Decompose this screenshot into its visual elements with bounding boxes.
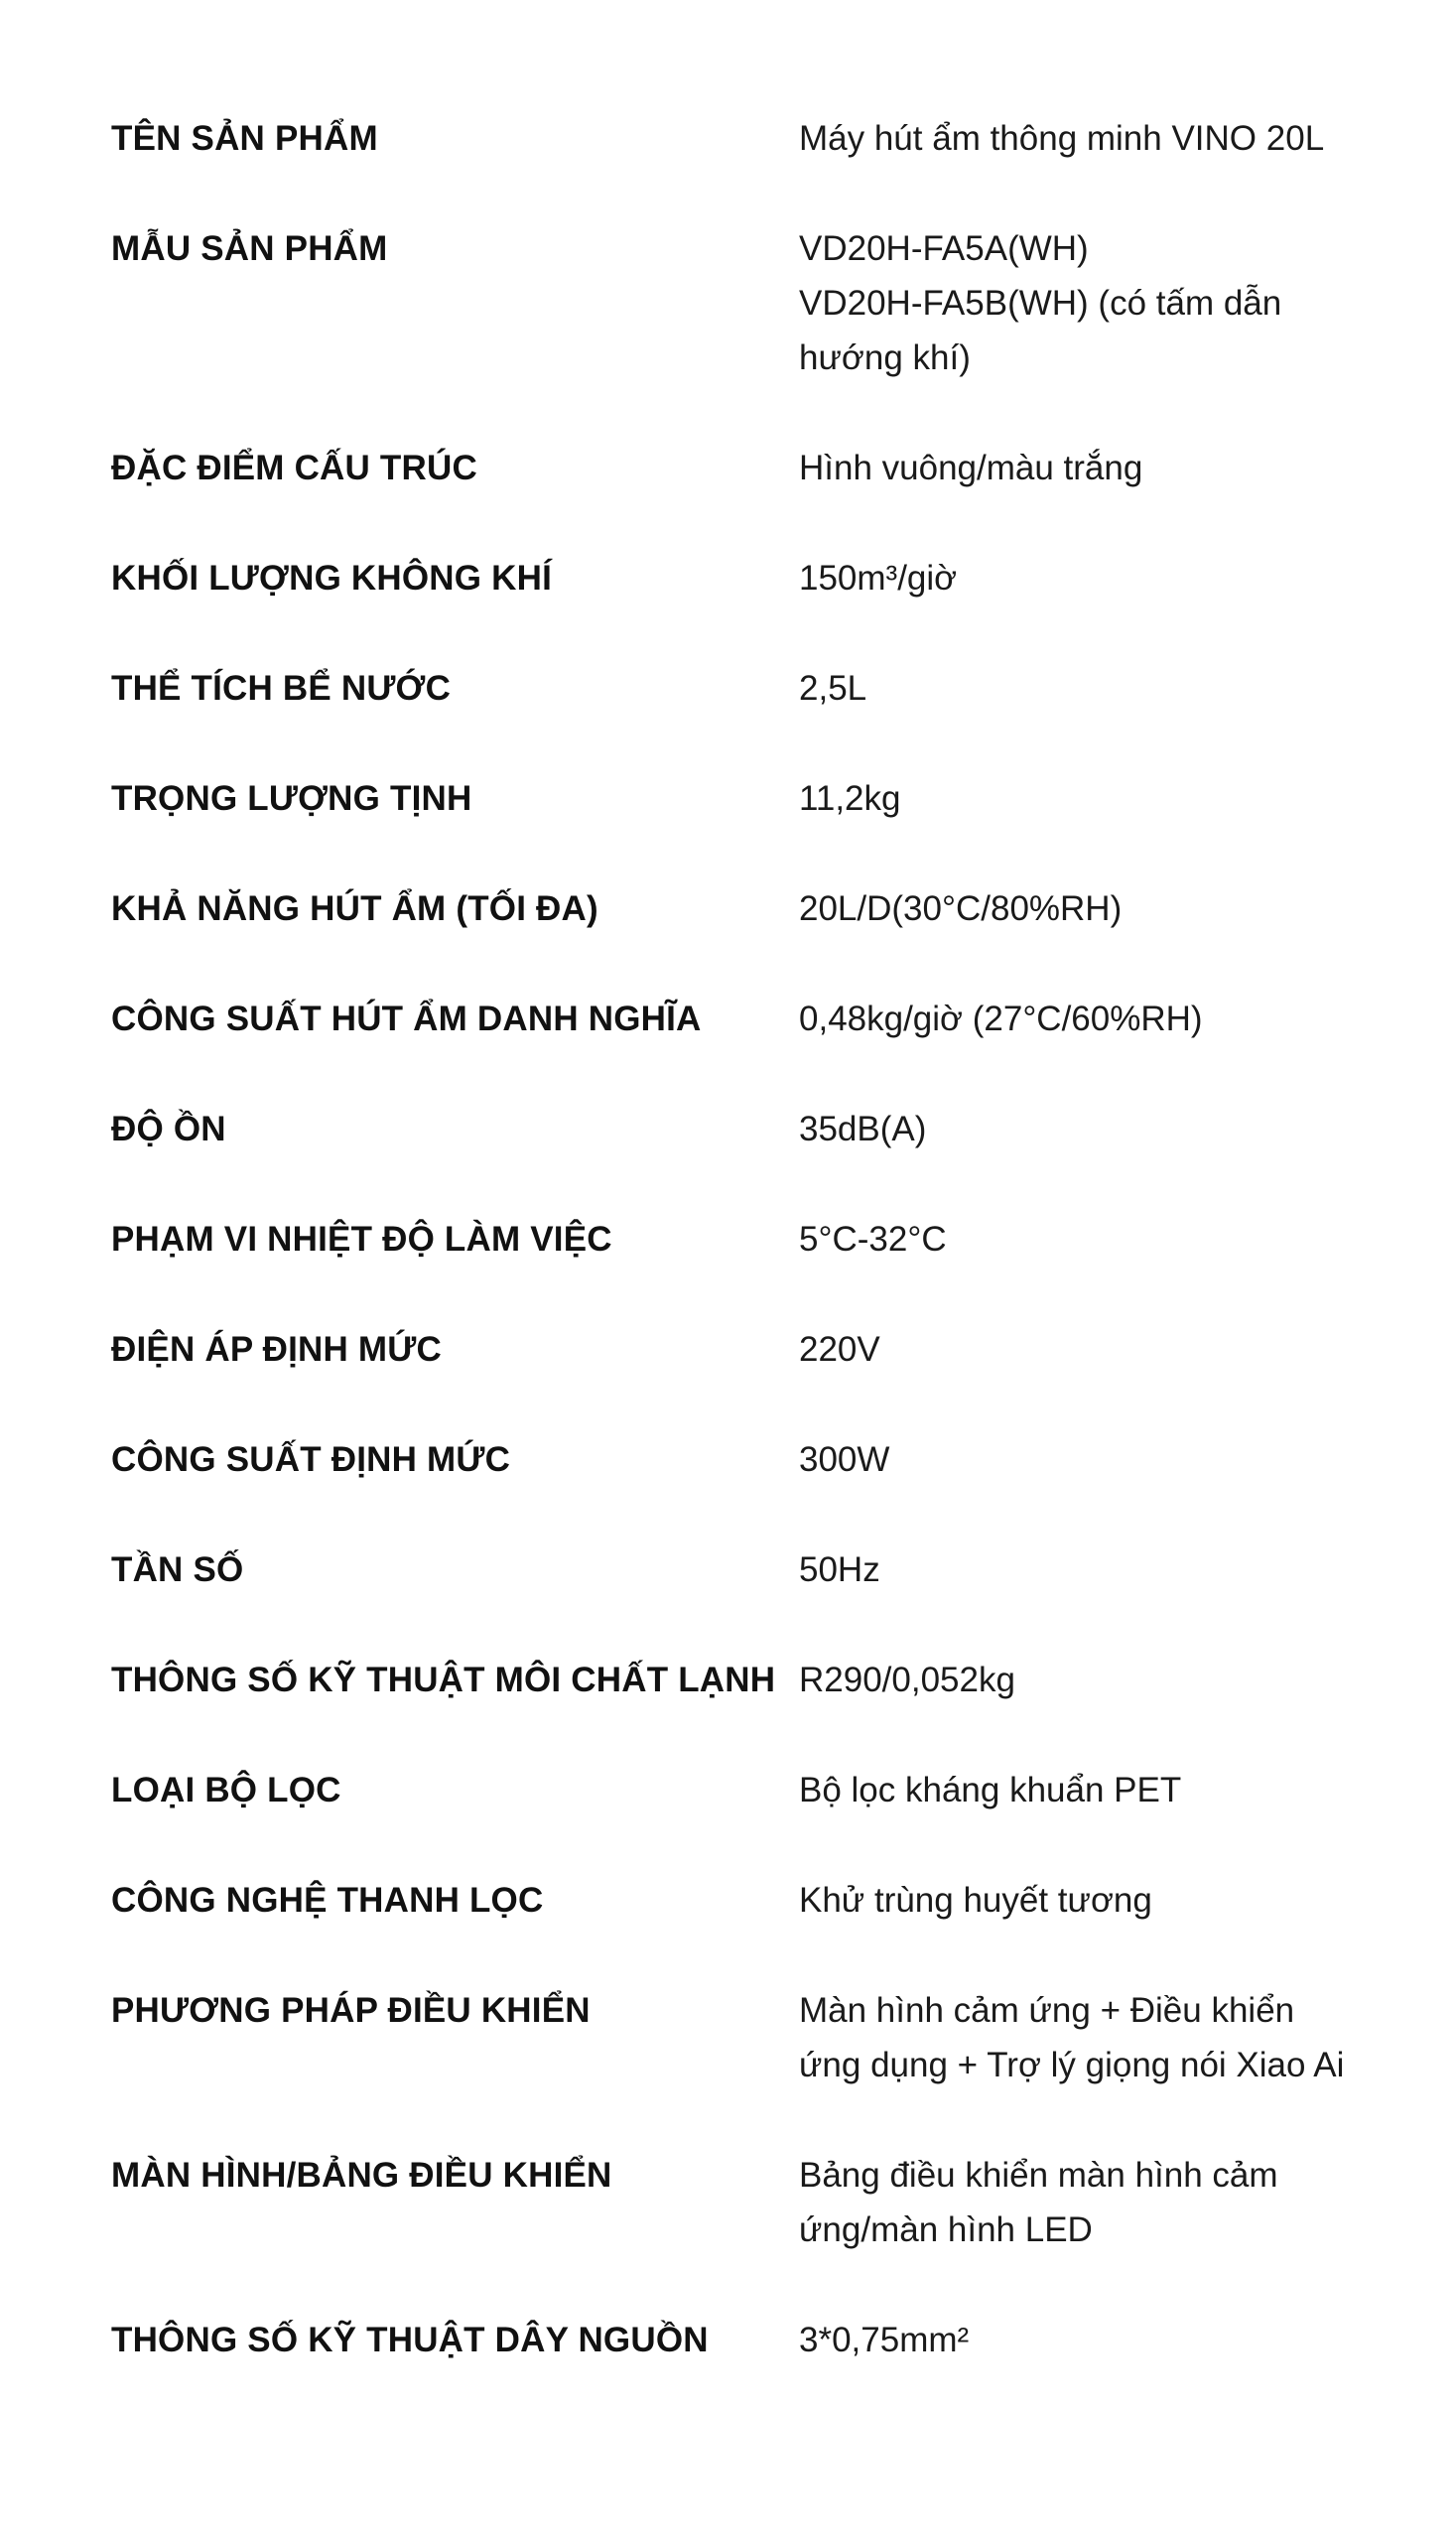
- spec-value: [799, 221, 1456, 385]
- spec-label: MẪU SẢN PHẨM: [111, 229, 388, 268]
- spec-value-line: ứng dụng + Trợ lý giọng nói Xiao Ai: [799, 2046, 1345, 2084]
- spec-value: [799, 1102, 1456, 1156]
- spec-label: CÔNG NGHỆ THANH LỌC: [111, 1881, 544, 1920]
- spec-label: ĐỘ ỒN: [111, 1110, 226, 1148]
- spec-value-line: 300W: [799, 1440, 890, 1479]
- spec-value-line: R290/0,052kg: [799, 1661, 1015, 1699]
- spec-value: [799, 771, 1456, 826]
- spec-label: TRỌNG LƯỢNG TỊNH: [111, 779, 472, 818]
- spec-value: [799, 1983, 1456, 2092]
- spec-value-line: Khử trùng huyết tương: [799, 1881, 1152, 1920]
- spec-value-line: 2,5L: [799, 669, 867, 708]
- spec-value-line: VD20H-FA5B(WH) (có tấm dẫn: [799, 284, 1282, 323]
- spec-row: [0, 551, 1456, 605]
- spec-row: [0, 1983, 1456, 2092]
- spec-value: [799, 881, 1456, 936]
- spec-value-line: ứng/màn hình LED: [799, 2210, 1093, 2249]
- spec-row: [0, 661, 1456, 716]
- spec-value: [799, 992, 1456, 1046]
- spec-label: MÀN HÌNH/BẢNG ĐIỀU KHIỂN: [111, 2156, 612, 2195]
- spec-row: [0, 881, 1456, 936]
- spec-label: PHẠM VI NHIỆT ĐỘ LÀM VIỆC: [111, 1220, 612, 1259]
- spec-row: [0, 1763, 1456, 1817]
- spec-row: [0, 1873, 1456, 1928]
- spec-row: [0, 1322, 1456, 1377]
- spec-row: [0, 992, 1456, 1046]
- spec-label: PHƯƠNG PHÁP ĐIỀU KHIỂN: [111, 1991, 591, 2030]
- spec-label: KHẢ NĂNG HÚT ẨM (TỐI ĐA): [111, 889, 598, 928]
- spec-label: TẦN SỐ: [111, 1550, 244, 1589]
- spec-value-line: Màn hình cảm ứng + Điều khiển: [799, 1991, 1295, 2030]
- spec-row: [0, 1432, 1456, 1487]
- spec-value-line: 20L/D(30°C/80%RH): [799, 889, 1123, 928]
- spec-value-line: VD20H-FA5A(WH): [799, 229, 1089, 268]
- spec-value-line: 220V: [799, 1330, 880, 1369]
- spec-value: [799, 551, 1456, 605]
- spec-value: [799, 1763, 1456, 1817]
- spec-label: ĐẶC ĐIỂM CẤU TRÚC: [111, 449, 477, 487]
- spec-row: [0, 1542, 1456, 1597]
- spec-row: [0, 1102, 1456, 1156]
- spec-value: [799, 1873, 1456, 1928]
- spec-value-line: 150m³/giờ: [799, 559, 958, 598]
- spec-row: [0, 2313, 1456, 2367]
- spec-value-line: Bảng điều khiển màn hình cảm: [799, 2156, 1278, 2195]
- spec-label: TÊN SẢN PHẨM: [111, 119, 378, 158]
- spec-value: [799, 1653, 1456, 1707]
- spec-value: [799, 1322, 1456, 1377]
- spec-value-line: 3*0,75mm²: [799, 2321, 970, 2359]
- spec-value-line: 5°C-32°C: [799, 1220, 947, 1259]
- spec-value: [799, 1212, 1456, 1267]
- spec-label: THÔNG SỐ KỸ THUẬT MÔI CHẤT LẠNH: [111, 1661, 776, 1699]
- spec-label: THÔNG SỐ KỸ THUẬT DÂY NGUỒN: [111, 2321, 709, 2359]
- spec-row: [0, 111, 1456, 166]
- spec-value: [799, 2148, 1456, 2257]
- spec-value-line: 50Hz: [799, 1550, 880, 1589]
- spec-label: THỂ TÍCH BỂ NƯỚC: [111, 669, 452, 708]
- spec-value-line: Máy hút ẩm thông minh VINO 20L: [799, 119, 1325, 158]
- spec-row: [0, 771, 1456, 826]
- spec-label: LOẠI BỘ LỌC: [111, 1771, 341, 1809]
- spec-value: [799, 1432, 1456, 1487]
- spec-label: CÔNG SUẤT ĐỊNH MỨC: [111, 1440, 511, 1479]
- spec-value-line: 35dB(A): [799, 1110, 927, 1148]
- spec-row: [0, 221, 1456, 385]
- spec-row: [0, 441, 1456, 495]
- spec-value: [799, 441, 1456, 495]
- spec-value: [799, 2313, 1456, 2367]
- spec-row: [0, 1212, 1456, 1267]
- spec-row: [0, 1653, 1456, 1707]
- spec-value: [799, 111, 1456, 166]
- spec-value: [799, 661, 1456, 716]
- spec-value-line: 11,2kg: [799, 779, 901, 818]
- spec-value: [799, 1542, 1456, 1597]
- spec-row: [0, 2148, 1456, 2257]
- spec-label: CÔNG SUẤT HÚT ẨM DANH NGHĨA: [111, 1000, 702, 1038]
- spec-value-line: Hình vuông/màu trắng: [799, 449, 1143, 487]
- spec-label: KHỐI LƯỢNG KHÔNG KHÍ: [111, 559, 552, 598]
- spec-value-line: hướng khí): [799, 338, 971, 377]
- spec-label: ĐIỆN ÁP ĐỊNH MỨC: [111, 1330, 442, 1369]
- spec-value-line: Bộ lọc kháng khuẩn PET: [799, 1771, 1182, 1809]
- spec-value-line: 0,48kg/giờ (27°C/60%RH): [799, 1000, 1203, 1038]
